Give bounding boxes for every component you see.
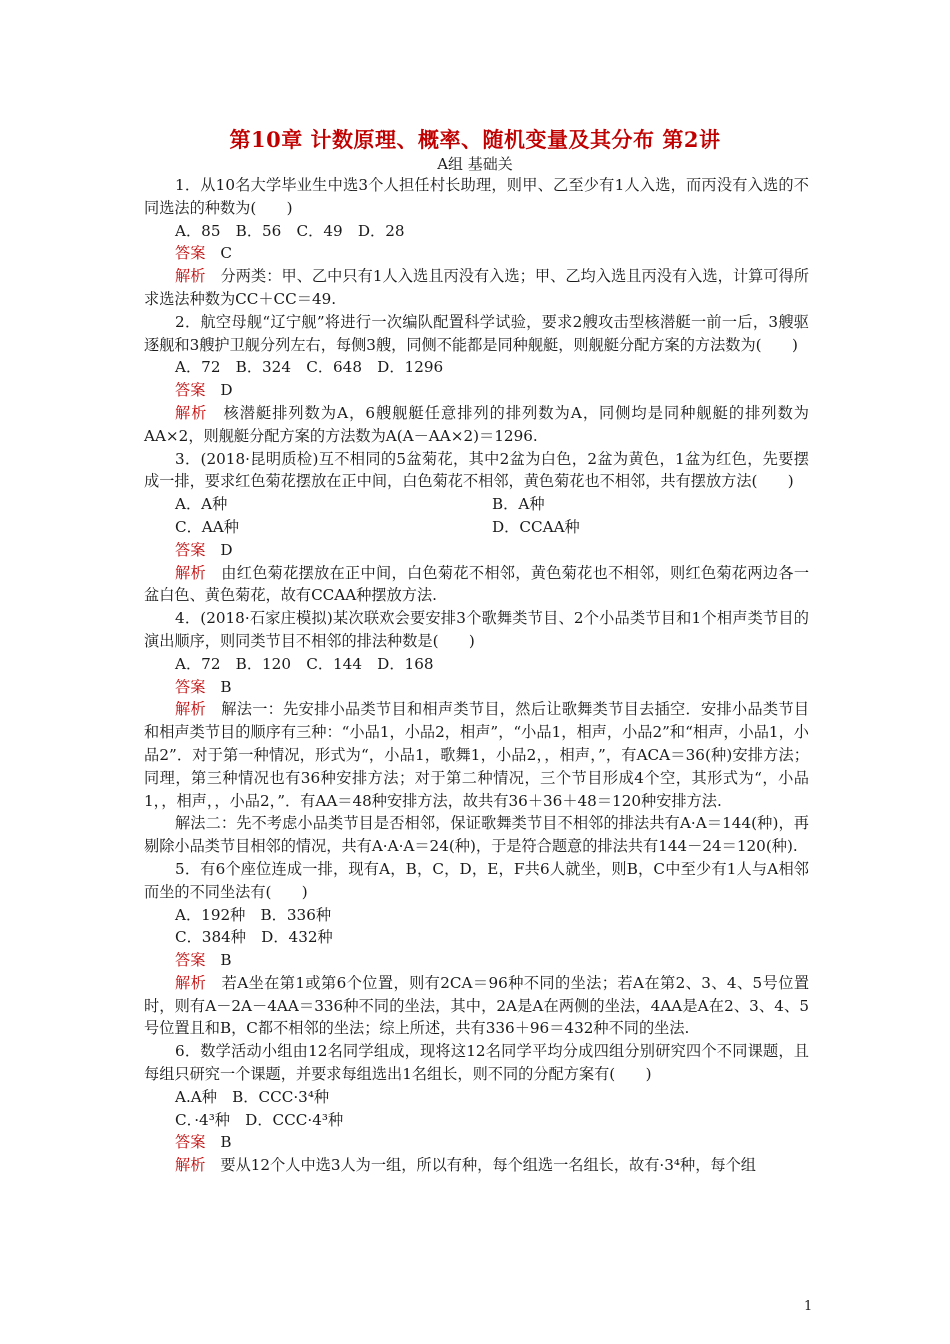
question-5-options-2: C．384种 D．432种: [175, 928, 333, 947]
question-6-analysis: [144, 1154, 809, 1177]
question-2-answer: [144, 379, 809, 402]
answer-label: 答案: [175, 951, 206, 970]
analysis-label: 解析: [175, 973, 207, 992]
question-4-options: A．72 B．120 C．144 D．168: [175, 654, 434, 673]
question-3-options-row-2: [144, 516, 809, 539]
analysis-label: 解析: [175, 700, 206, 719]
question-2-analysis: [144, 402, 809, 448]
analysis-label: 解析: [175, 563, 206, 582]
answer-label: 答案: [175, 540, 206, 559]
question-4-stem: 4．(2018·石家庄模拟)某次联欢会要安排3个歌舞类节目、2个小品类节目和1个相声类节目的演出顺序，则同类节目不相邻的排法种数是( ): [144, 609, 809, 650]
analysis-text: 由红色菊花摆放在正中间，白色菊花不相邻，黄色菊花也不相邻，则红色菊花两边各一盆白色、黄色菊花，故有CCAA种摆放方法.: [144, 563, 810, 605]
question-3-answer: [144, 539, 809, 562]
answer-value: B: [220, 951, 232, 970]
question-1-stem: 1．从10名大学毕业生中选3个人担任村长助理，则甲、乙至少有1人入选，而丙没有入选的不同选法的种数为( ): [144, 176, 809, 217]
question-5-answer: [144, 949, 809, 972]
question-2-options: A．72 B．324 C．648 D．1296: [175, 358, 444, 377]
page-number: 1: [804, 1299, 813, 1314]
question-5-options-1: A．192种 B．336种: [175, 905, 332, 924]
question-2-stem: 2．航空母舰“辽宁舰”将进行一次编队配置科学试验，要求2艘攻击型核潜艇一前一后，3艘驱逐舰和3艘护卫舰分列左右，每侧3艘，同侧不能都是同种舰艇，则舰艇分配方案的方法数为( ): [144, 312, 809, 354]
question-3-options-row-1: [144, 493, 809, 516]
analysis-label: 解析: [175, 403, 208, 422]
question-content: [144, 174, 809, 1177]
answer-label: 答案: [175, 244, 206, 263]
question-5-analysis: [144, 972, 809, 1040]
answer-value: C: [220, 244, 232, 263]
question-3-stem: 3．(2018·昆明质检)互不相同的5盆菊花，其中2盆为白色，2盆为黄色，1盆为红色，先要摆成一排，要求红色菊花摆放在正中间，白色菊花不相邻，黄色菊花也不相邻，共有摆放方法( ): [144, 449, 809, 491]
question-1-options: A．85 B．56 C．49 D．28: [175, 221, 405, 240]
question-4-analysis-method-2: 解法二：先不考虑小品类节目是否相邻，保证歌舞类节目不相邻的排法共有A·A＝144(种)，再剔除小品类节目相邻的情况，共有A·A·A＝24(种)，于是符合题意的排法共有144－24＝120(种).: [144, 814, 809, 856]
option-a: A．A种: [175, 495, 228, 514]
answer-value: D: [220, 540, 233, 559]
question-6-stem: 6．数学活动小组由12名同学组成，现将这12名同学平均分成四组分别研究四个不同课题，且每组只研究一个课题，并要求每组选出1名组长，则不同的分配方案有( ): [144, 1042, 809, 1084]
question-3-analysis: [144, 562, 809, 608]
question-5-stem: 5．有6个座位连成一排，现有A，B，C，D，E，F共6人就坐，则B，C中至少有1人与A相邻而坐的不同坐法有( ): [144, 859, 809, 901]
answer-value: D: [220, 381, 233, 400]
question-4-analysis: [144, 698, 809, 812]
section-subtitle: A组 基础关: [437, 155, 513, 173]
question-6-options-2: C．·4³种 D．CCC·4³种: [175, 1110, 344, 1129]
question-6-options-1: A.A种 B．CCC·3⁴种: [175, 1087, 330, 1106]
analysis-text: 若A坐在第1或第6个位置，则有2CA＝96种不同的坐法；若A在第2、3、4、5号位置时，则有A－2A－4AA＝336种不同的坐法，其中，2A是A在两侧的坐法，4AA是A在2、3、4、5号位置且和B，C都不相邻的坐法；综上所述，共有336＋96＝432种不同的坐法.: [144, 973, 810, 1038]
analysis-label: 解析: [175, 267, 206, 286]
analysis-text: 要从12个人中选3人为一组，所以有种，每个组选一名组长，故有·3⁴种，每个组: [220, 1156, 756, 1175]
answer-label: 答案: [175, 677, 206, 696]
answer-label: 答案: [175, 1133, 206, 1152]
answer-label: 答案: [175, 381, 206, 400]
question-1-answer: [144, 242, 809, 265]
analysis-text: 核潜艇排列数为A，6艘舰艇任意排列的排列数为A，同侧均是同种舰艇的排列数为AA×2，则舰艇分配方案的方法数为A(A－AA×2)＝1296.: [144, 403, 809, 445]
option-c: C．AA种: [175, 517, 239, 536]
option-d: D．CCAA种: [492, 517, 580, 536]
analysis-text: 解法一：先安排小品类节目和相声类节目，然后让歌舞类节目去插空．安排小品类节目和相声类节目的顺序有三种：“小品1，小品2，相声”，“小品1，相声，小品2”和“相声，小品1，小品2”．对于第一种情况，形式为“，小品1，歌舞1，小品2，，相声，”，有ACA＝36(种)安排方法；同理，第三种情况也有36种安排方法；对于第二种情况，三个节目形成4个空，其形式为“，小品1，，相声，，小品2，”．有AA＝48种安排方法，故共有36＋36＋48＝120种安排方法.: [144, 700, 810, 810]
answer-value: B: [220, 677, 232, 696]
answer-value: B: [220, 1133, 232, 1152]
question-1-analysis: [144, 265, 809, 311]
page-title: 第10章 计数原理、概率、随机变量及其分布 第2讲: [229, 127, 721, 152]
option-b: B．A种: [492, 495, 545, 514]
analysis-label: 解析: [175, 1156, 206, 1175]
question-4-answer: [144, 676, 809, 699]
question-6-answer: [144, 1131, 809, 1154]
analysis-text: 分两类：甲、乙中只有1人入选且丙没有入选；甲、乙均入选且丙没有入选，计算可得所求选法种数为CC＋CC＝49.: [144, 267, 809, 308]
